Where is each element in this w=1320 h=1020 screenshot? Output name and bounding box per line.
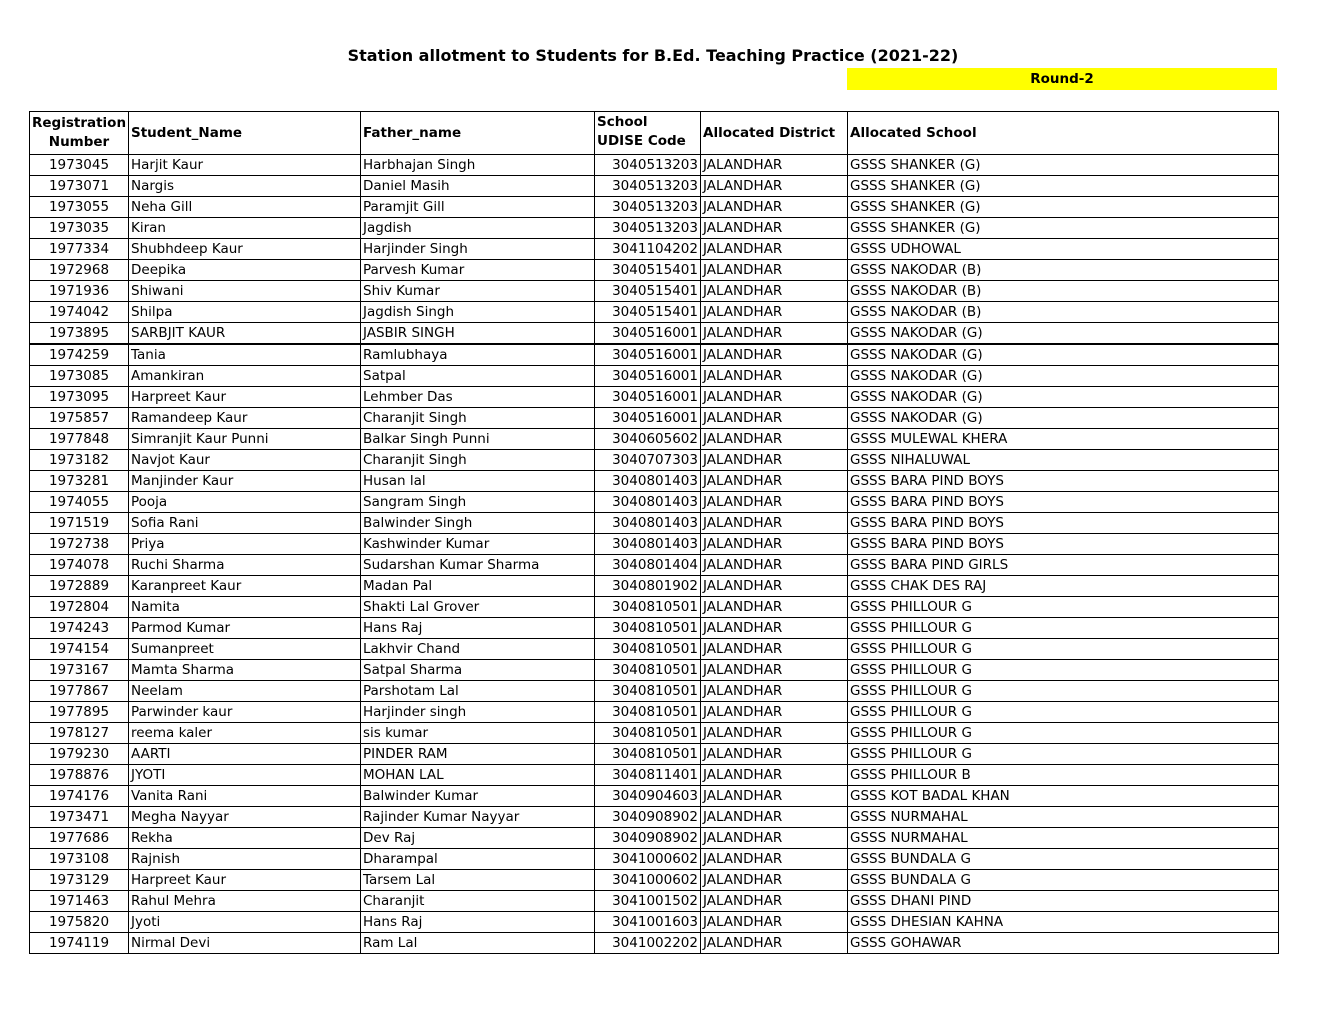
cell-allocated-school: GSSS PHILLOUR G xyxy=(848,639,1279,660)
cell-allocated-district: JALANDHAR xyxy=(701,513,848,534)
cell-school-udise-code: 3040801403 xyxy=(595,471,701,492)
cell-school-udise-code: 3040810501 xyxy=(595,597,701,618)
header-registration-number: Registration Number xyxy=(30,112,129,155)
cell-allocated-district: JALANDHAR xyxy=(701,176,848,197)
cell-father-name: Hans Raj xyxy=(361,618,595,639)
cell-father-name: Rajinder Kumar Nayyar xyxy=(361,807,595,828)
cell-registration-number: 1973035 xyxy=(30,218,129,239)
cell-father-name: PINDER RAM xyxy=(361,744,595,765)
cell-student-name: Vanita Rani xyxy=(129,786,361,807)
cell-allocated-school: GSSS PHILLOUR G xyxy=(848,618,1279,639)
cell-student-name: Parmod Kumar xyxy=(129,618,361,639)
cell-allocated-school: GSSS NAKODAR (G) xyxy=(848,366,1279,387)
cell-father-name: Paramjit Gill xyxy=(361,197,595,218)
table-row xyxy=(30,513,1279,534)
cell-student-name: reema kaler xyxy=(129,723,361,744)
cell-school-udise-code: 3040908902 xyxy=(595,807,701,828)
cell-registration-number: 1974078 xyxy=(30,555,129,576)
cell-father-name: Satpal Sharma xyxy=(361,660,595,681)
cell-allocated-school: GSSS PHILLOUR G xyxy=(848,597,1279,618)
cell-allocated-district: JALANDHAR xyxy=(701,534,848,555)
cell-student-name: Jyoti xyxy=(129,912,361,933)
cell-school-udise-code: 3040810501 xyxy=(595,660,701,681)
cell-allocated-school: GSSS SHANKER (G) xyxy=(848,218,1279,239)
table-row xyxy=(30,323,1279,345)
cell-school-udise-code: 3040516001 xyxy=(595,408,701,429)
table-row xyxy=(30,218,1279,239)
table-row xyxy=(30,366,1279,387)
cell-registration-number: 1971936 xyxy=(30,281,129,302)
cell-school-udise-code: 3040811401 xyxy=(595,765,701,786)
cell-registration-number: 1974154 xyxy=(30,639,129,660)
cell-student-name: AARTI xyxy=(129,744,361,765)
cell-father-name: MOHAN LAL xyxy=(361,765,595,786)
cell-registration-number: 1975820 xyxy=(30,912,129,933)
cell-allocated-district: JALANDHAR xyxy=(701,702,848,723)
cell-father-name: Dev Raj xyxy=(361,828,595,849)
cell-school-udise-code: 3040908902 xyxy=(595,828,701,849)
cell-father-name: Daniel Masih xyxy=(361,176,595,197)
table-row xyxy=(30,807,1279,828)
cell-allocated-district: JALANDHAR xyxy=(701,323,848,345)
table-row xyxy=(30,597,1279,618)
cell-school-udise-code: 3040904603 xyxy=(595,786,701,807)
cell-father-name: Madan Pal xyxy=(361,576,595,597)
cell-father-name: Satpal xyxy=(361,366,595,387)
cell-registration-number: 1973055 xyxy=(30,197,129,218)
cell-registration-number: 1973129 xyxy=(30,870,129,891)
cell-student-name: Harjit Kaur xyxy=(129,155,361,176)
cell-student-name: Nargis xyxy=(129,176,361,197)
table-row xyxy=(30,260,1279,281)
cell-allocated-district: JALANDHAR xyxy=(701,723,848,744)
table-row xyxy=(30,408,1279,429)
cell-school-udise-code: 3040515401 xyxy=(595,302,701,323)
cell-student-name: Rajnish xyxy=(129,849,361,870)
header-student-name: Student_Name xyxy=(129,112,361,155)
cell-registration-number: 1971463 xyxy=(30,891,129,912)
cell-allocated-school: GSSS PHILLOUR G xyxy=(848,681,1279,702)
cell-allocated-district: JALANDHAR xyxy=(701,933,848,954)
cell-student-name: Neelam xyxy=(129,681,361,702)
cell-registration-number: 1973045 xyxy=(30,155,129,176)
cell-registration-number: 1972889 xyxy=(30,576,129,597)
cell-father-name: Kashwinder Kumar xyxy=(361,534,595,555)
cell-allocated-district: JALANDHAR xyxy=(701,555,848,576)
cell-student-name: Rahul Mehra xyxy=(129,891,361,912)
cell-allocated-district: JALANDHAR xyxy=(701,639,848,660)
cell-father-name: Ram Lal xyxy=(361,933,595,954)
table-row xyxy=(30,281,1279,302)
cell-student-name: Sumanpreet xyxy=(129,639,361,660)
cell-school-udise-code: 3041000602 xyxy=(595,870,701,891)
cell-school-udise-code: 3040516001 xyxy=(595,366,701,387)
table-row xyxy=(30,702,1279,723)
cell-student-name: Navjot Kaur xyxy=(129,450,361,471)
cell-allocated-district: JALANDHAR xyxy=(701,849,848,870)
cell-allocated-school: GSSS GOHAWAR xyxy=(848,933,1279,954)
cell-school-udise-code: 3040810501 xyxy=(595,723,701,744)
cell-allocated-school: GSSS DHANI PIND xyxy=(848,891,1279,912)
cell-allocated-school: GSSS SHANKER (G) xyxy=(848,155,1279,176)
cell-father-name: Parvesh Kumar xyxy=(361,260,595,281)
cell-registration-number: 1973281 xyxy=(30,471,129,492)
table-row xyxy=(30,197,1279,218)
cell-registration-number: 1973071 xyxy=(30,176,129,197)
table-row xyxy=(30,660,1279,681)
cell-allocated-district: JALANDHAR xyxy=(701,471,848,492)
cell-father-name: Charanjit xyxy=(361,891,595,912)
cell-registration-number: 1979230 xyxy=(30,744,129,765)
table-row xyxy=(30,239,1279,260)
table-row xyxy=(30,933,1279,954)
cell-school-udise-code: 3040810501 xyxy=(595,702,701,723)
header-row xyxy=(30,112,1279,155)
cell-student-name: Nirmal Devi xyxy=(129,933,361,954)
cell-registration-number: 1973471 xyxy=(30,807,129,828)
cell-allocated-school: GSSS PHILLOUR B xyxy=(848,765,1279,786)
table-row xyxy=(30,155,1279,176)
cell-allocated-district: JALANDHAR xyxy=(701,597,848,618)
cell-registration-number: 1971519 xyxy=(30,513,129,534)
table-row xyxy=(30,765,1279,786)
cell-school-udise-code: 3040810501 xyxy=(595,618,701,639)
cell-registration-number: 1974042 xyxy=(30,302,129,323)
cell-father-name: Parshotam Lal xyxy=(361,681,595,702)
cell-registration-number: 1973095 xyxy=(30,387,129,408)
cell-allocated-district: JALANDHAR xyxy=(701,197,848,218)
cell-school-udise-code: 3040810501 xyxy=(595,639,701,660)
cell-allocated-school: GSSS NURMAHAL xyxy=(848,828,1279,849)
cell-allocated-school: GSSS BARA PIND BOYS xyxy=(848,513,1279,534)
cell-registration-number: 1974243 xyxy=(30,618,129,639)
header-school-udise-code: School UDISE Code xyxy=(595,112,701,155)
header-allocated-school: Allocated School xyxy=(848,112,1279,155)
cell-father-name: Sudarshan Kumar Sharma xyxy=(361,555,595,576)
cell-father-name: Ramlubhaya xyxy=(361,344,595,366)
cell-father-name: Balwinder Kumar xyxy=(361,786,595,807)
cell-registration-number: 1977334 xyxy=(30,239,129,260)
table-row xyxy=(30,471,1279,492)
cell-registration-number: 1974259 xyxy=(30,344,129,366)
cell-school-udise-code: 3040707303 xyxy=(595,450,701,471)
cell-allocated-district: JALANDHAR xyxy=(701,239,848,260)
table-row xyxy=(30,450,1279,471)
cell-allocated-school: GSSS BUNDALA G xyxy=(848,849,1279,870)
cell-father-name: JASBIR SINGH xyxy=(361,323,595,345)
cell-student-name: Ruchi Sharma xyxy=(129,555,361,576)
table-row xyxy=(30,534,1279,555)
cell-allocated-district: JALANDHAR xyxy=(701,218,848,239)
cell-school-udise-code: 3040810501 xyxy=(595,744,701,765)
cell-registration-number: 1975857 xyxy=(30,408,129,429)
cell-student-name: Priya xyxy=(129,534,361,555)
cell-allocated-school: GSSS PHILLOUR G xyxy=(848,744,1279,765)
cell-allocated-school: GSSS NAKODAR (G) xyxy=(848,408,1279,429)
table-row xyxy=(30,576,1279,597)
cell-allocated-district: JALANDHAR xyxy=(701,618,848,639)
cell-allocated-district: JALANDHAR xyxy=(701,492,848,513)
cell-allocated-school: GSSS BUNDALA G xyxy=(848,870,1279,891)
table-row xyxy=(30,639,1279,660)
cell-registration-number: 1972804 xyxy=(30,597,129,618)
cell-student-name: Neha Gill xyxy=(129,197,361,218)
cell-allocated-district: JALANDHAR xyxy=(701,387,848,408)
cell-allocated-district: JALANDHAR xyxy=(701,450,848,471)
cell-allocated-school: GSSS CHAK DES RAJ xyxy=(848,576,1279,597)
cell-school-udise-code: 3040515401 xyxy=(595,260,701,281)
cell-school-udise-code: 3040513203 xyxy=(595,155,701,176)
cell-school-udise-code: 3041000602 xyxy=(595,849,701,870)
cell-registration-number: 1974055 xyxy=(30,492,129,513)
cell-allocated-district: JALANDHAR xyxy=(701,660,848,681)
header-allocated-district: Allocated District xyxy=(701,112,848,155)
cell-allocated-district: JALANDHAR xyxy=(701,260,848,281)
cell-allocated-district: JALANDHAR xyxy=(701,681,848,702)
cell-student-name: Namita xyxy=(129,597,361,618)
table-row xyxy=(30,786,1279,807)
cell-school-udise-code: 3040516001 xyxy=(595,344,701,366)
cell-school-udise-code: 3040801403 xyxy=(595,534,701,555)
cell-school-udise-code: 3041001603 xyxy=(595,912,701,933)
cell-student-name: Amankiran xyxy=(129,366,361,387)
cell-allocated-district: JALANDHAR xyxy=(701,576,848,597)
cell-registration-number: 1973167 xyxy=(30,660,129,681)
cell-allocated-district: JALANDHAR xyxy=(701,828,848,849)
round-label: Round-2 xyxy=(847,68,1277,90)
cell-allocated-school: GSSS MULEWAL KHERA xyxy=(848,429,1279,450)
cell-student-name: Shubhdeep Kaur xyxy=(129,239,361,260)
cell-school-udise-code: 3040801902 xyxy=(595,576,701,597)
cell-registration-number: 1973182 xyxy=(30,450,129,471)
cell-school-udise-code: 3040801404 xyxy=(595,555,701,576)
cell-father-name: Jagdish xyxy=(361,218,595,239)
cell-student-name: Tania xyxy=(129,344,361,366)
cell-allocated-school: GSSS NAKODAR (G) xyxy=(848,387,1279,408)
cell-student-name: JYOTI xyxy=(129,765,361,786)
table-row xyxy=(30,344,1279,366)
cell-school-udise-code: 3040513203 xyxy=(595,197,701,218)
cell-father-name: Charanjit Singh xyxy=(361,408,595,429)
cell-father-name: Dharampal xyxy=(361,849,595,870)
cell-student-name: Sofia Rani xyxy=(129,513,361,534)
cell-student-name: Kiran xyxy=(129,218,361,239)
cell-registration-number: 1973108 xyxy=(30,849,129,870)
cell-allocated-school: GSSS SHANKER (G) xyxy=(848,197,1279,218)
cell-allocated-school: GSSS NIHALUWAL xyxy=(848,450,1279,471)
table-row xyxy=(30,681,1279,702)
cell-father-name: sis kumar xyxy=(361,723,595,744)
cell-student-name: Ramandeep Kaur xyxy=(129,408,361,429)
cell-father-name: Shakti Lal Grover xyxy=(361,597,595,618)
cell-father-name: Harjinder singh xyxy=(361,702,595,723)
cell-student-name: Mamta Sharma xyxy=(129,660,361,681)
cell-allocated-district: JALANDHAR xyxy=(701,155,848,176)
table-row xyxy=(30,912,1279,933)
header-father-name: Father_name xyxy=(361,112,595,155)
cell-school-udise-code: 3040801403 xyxy=(595,492,701,513)
table-row xyxy=(30,387,1279,408)
cell-allocated-school: GSSS NAKODAR (G) xyxy=(848,323,1279,345)
cell-school-udise-code: 3040516001 xyxy=(595,323,701,345)
cell-allocated-school: GSSS NAKODAR (B) xyxy=(848,260,1279,281)
cell-allocated-district: JALANDHAR xyxy=(701,429,848,450)
table-row xyxy=(30,723,1279,744)
cell-student-name: Megha Nayyar xyxy=(129,807,361,828)
cell-father-name: Hans Raj xyxy=(361,912,595,933)
cell-allocated-district: JALANDHAR xyxy=(701,912,848,933)
cell-student-name: Shiwani xyxy=(129,281,361,302)
cell-father-name: Shiv Kumar xyxy=(361,281,595,302)
table-row xyxy=(30,618,1279,639)
cell-registration-number: 1978876 xyxy=(30,765,129,786)
table-row xyxy=(30,828,1279,849)
cell-registration-number: 1972738 xyxy=(30,534,129,555)
cell-student-name: Karanpreet Kaur xyxy=(129,576,361,597)
cell-father-name: Jagdish Singh xyxy=(361,302,595,323)
cell-allocated-district: JALANDHAR xyxy=(701,744,848,765)
cell-father-name: Harbhajan Singh xyxy=(361,155,595,176)
cell-student-name: Parwinder kaur xyxy=(129,702,361,723)
cell-school-udise-code: 3040801403 xyxy=(595,513,701,534)
cell-student-name: Harpreet Kaur xyxy=(129,870,361,891)
cell-allocated-district: JALANDHAR xyxy=(701,408,848,429)
cell-school-udise-code: 3040513203 xyxy=(595,218,701,239)
cell-father-name: Harjinder Singh xyxy=(361,239,595,260)
cell-student-name: Pooja xyxy=(129,492,361,513)
cell-allocated-school: GSSS PHILLOUR G xyxy=(848,660,1279,681)
cell-father-name: Husan lal xyxy=(361,471,595,492)
cell-registration-number: 1977867 xyxy=(30,681,129,702)
cell-school-udise-code: 3041104202 xyxy=(595,239,701,260)
cell-student-name: Shilpa xyxy=(129,302,361,323)
cell-allocated-school: GSSS SHANKER (G) xyxy=(848,176,1279,197)
table-row xyxy=(30,555,1279,576)
table-row xyxy=(30,891,1279,912)
cell-registration-number: 1974119 xyxy=(30,933,129,954)
cell-allocated-district: JALANDHAR xyxy=(701,765,848,786)
cell-father-name: Charanjit Singh xyxy=(361,450,595,471)
cell-school-udise-code: 3040515401 xyxy=(595,281,701,302)
table-row xyxy=(30,429,1279,450)
cell-allocated-school: GSSS NAKODAR (G) xyxy=(848,344,1279,366)
cell-father-name: Tarsem Lal xyxy=(361,870,595,891)
cell-allocated-district: JALANDHAR xyxy=(701,786,848,807)
cell-student-name: Harpreet Kaur xyxy=(129,387,361,408)
table-row xyxy=(30,302,1279,323)
cell-allocated-school: GSSS DHESIAN KAHNA xyxy=(848,912,1279,933)
cell-father-name: Lakhvir Chand xyxy=(361,639,595,660)
cell-registration-number: 1974176 xyxy=(30,786,129,807)
cell-school-udise-code: 3040516001 xyxy=(595,387,701,408)
cell-father-name: Balwinder Singh xyxy=(361,513,595,534)
cell-allocated-district: JALANDHAR xyxy=(701,891,848,912)
cell-registration-number: 1977686 xyxy=(30,828,129,849)
table-row xyxy=(30,744,1279,765)
cell-allocated-district: JALANDHAR xyxy=(701,807,848,828)
cell-allocated-school: GSSS KOT BADAL KHAN xyxy=(848,786,1279,807)
page-title: Station allotment to Students for B.Ed. Teaching Practice (2021-22) xyxy=(347,46,959,65)
cell-allocated-district: JALANDHAR xyxy=(701,344,848,366)
cell-student-name: Rekha xyxy=(129,828,361,849)
cell-registration-number: 1973085 xyxy=(30,366,129,387)
table-row xyxy=(30,870,1279,891)
cell-allocated-school: GSSS BARA PIND BOYS xyxy=(848,534,1279,555)
table-row xyxy=(30,176,1279,197)
cell-school-udise-code: 3040605602 xyxy=(595,429,701,450)
cell-father-name: Lehmber Das xyxy=(361,387,595,408)
cell-allocated-school: GSSS NURMAHAL xyxy=(848,807,1279,828)
cell-allocated-school: GSSS PHILLOUR G xyxy=(848,702,1279,723)
allotment-table xyxy=(29,111,1279,954)
cell-registration-number: 1978127 xyxy=(30,723,129,744)
cell-allocated-school: GSSS NAKODAR (B) xyxy=(848,302,1279,323)
cell-registration-number: 1977895 xyxy=(30,702,129,723)
cell-allocated-district: JALANDHAR xyxy=(701,281,848,302)
cell-allocated-school: GSSS NAKODAR (B) xyxy=(848,281,1279,302)
table-row xyxy=(30,849,1279,870)
cell-student-name: Manjinder Kaur xyxy=(129,471,361,492)
cell-school-udise-code: 3040513203 xyxy=(595,176,701,197)
cell-registration-number: 1973895 xyxy=(30,323,129,345)
cell-school-udise-code: 3041002202 xyxy=(595,933,701,954)
cell-allocated-district: JALANDHAR xyxy=(701,870,848,891)
cell-student-name: Deepika xyxy=(129,260,361,281)
cell-father-name: Balkar Singh Punni xyxy=(361,429,595,450)
cell-student-name: SARBJIT KAUR xyxy=(129,323,361,345)
cell-allocated-district: JALANDHAR xyxy=(701,302,848,323)
cell-registration-number: 1972968 xyxy=(30,260,129,281)
cell-allocated-school: GSSS PHILLOUR G xyxy=(848,723,1279,744)
cell-school-udise-code: 3040810501 xyxy=(595,681,701,702)
cell-registration-number: 1977848 xyxy=(30,429,129,450)
cell-allocated-school: GSSS BARA PIND BOYS xyxy=(848,471,1279,492)
cell-father-name: Sangram Singh xyxy=(361,492,595,513)
cell-allocated-school: GSSS BARA PIND BOYS xyxy=(848,492,1279,513)
table-row xyxy=(30,492,1279,513)
cell-allocated-school: GSSS BARA PIND GIRLS xyxy=(848,555,1279,576)
cell-allocated-district: JALANDHAR xyxy=(701,366,848,387)
cell-allocated-school: GSSS UDHOWAL xyxy=(848,239,1279,260)
cell-school-udise-code: 3041001502 xyxy=(595,891,701,912)
cell-student-name: Simranjit Kaur Punni xyxy=(129,429,361,450)
